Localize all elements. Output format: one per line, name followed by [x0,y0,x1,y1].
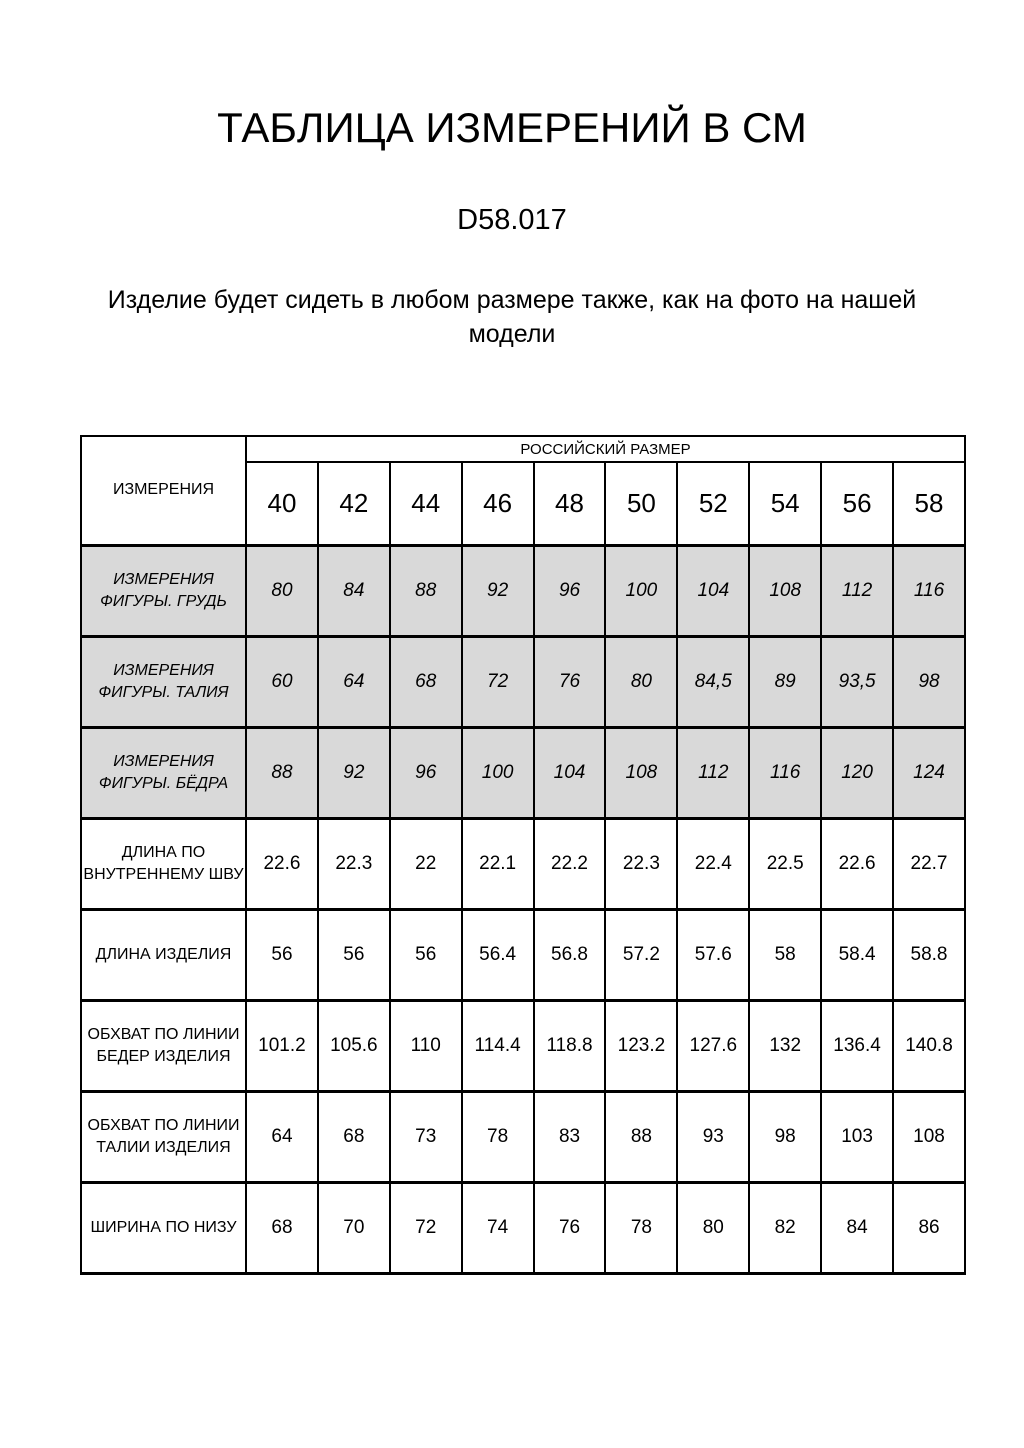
value-cell: 56 [246,909,318,1000]
size-header-cell: 40 [246,462,318,545]
value-cell: 78 [605,1182,677,1273]
size-header-cell: 48 [534,462,606,545]
row-label-cell: ДЛИНА ИЗДЕЛИЯ [81,909,246,1000]
value-cell: 84 [318,545,390,636]
size-header-cell: 58 [893,462,965,545]
value-cell: 56.4 [462,909,534,1000]
value-cell: 105.6 [318,1000,390,1091]
value-cell: 78 [462,1091,534,1182]
value-cell: 92 [318,727,390,818]
table-row [81,909,965,1000]
value-cell: 68 [390,636,462,727]
size-header-cell: 44 [390,462,462,545]
measurements-header-cell: ИЗМЕРЕНИЯ [81,436,246,545]
value-cell: 104 [534,727,606,818]
value-cell: 103 [821,1091,893,1182]
value-cell: 88 [390,545,462,636]
row-label-cell: ИЗМЕРЕНИЯ ФИГУРЫ. ГРУДЬ [81,545,246,636]
value-cell: 124 [893,727,965,818]
value-cell: 22.5 [749,818,821,909]
value-cell: 112 [677,727,749,818]
value-cell: 64 [318,636,390,727]
value-cell: 108 [605,727,677,818]
value-cell: 101.2 [246,1000,318,1091]
value-cell: 88 [246,727,318,818]
value-cell: 116 [893,545,965,636]
size-header-cell: 52 [677,462,749,545]
size-header-cell: 42 [318,462,390,545]
value-cell: 80 [605,636,677,727]
value-cell: 88 [605,1091,677,1182]
value-cell: 86 [893,1182,965,1273]
value-cell: 72 [390,1182,462,1273]
value-cell: 80 [246,545,318,636]
value-cell: 22.3 [318,818,390,909]
value-cell: 104 [677,545,749,636]
value-cell: 93 [677,1091,749,1182]
value-cell: 93,5 [821,636,893,727]
value-cell: 68 [318,1091,390,1182]
table-row [81,1091,965,1182]
fit-note: Изделие будет сидеть в любом размере также, как на фото на нашей модели [107,286,917,348]
value-cell: 127.6 [677,1000,749,1091]
value-cell: 70 [318,1182,390,1273]
value-cell: 96 [534,545,606,636]
value-cell: 100 [605,545,677,636]
value-cell: 57.6 [677,909,749,1000]
table-body [81,545,965,1273]
value-cell: 108 [749,545,821,636]
row-label-cell: ОБХВАТ ПО ЛИНИИ БЕДЕР ИЗДЕЛИЯ [81,1000,246,1091]
value-cell: 108 [893,1091,965,1182]
value-cell: 56 [390,909,462,1000]
value-cell: 22.4 [677,818,749,909]
size-header-cell: 50 [605,462,677,545]
value-cell: 83 [534,1091,606,1182]
table-row [81,818,965,909]
page-title: ТАБЛИЦА ИЗМЕРЕНИЙ В СМ [217,104,807,151]
value-cell: 64 [246,1091,318,1182]
value-cell: 92 [462,545,534,636]
value-cell: 118.8 [534,1000,606,1091]
value-cell: 56.8 [534,909,606,1000]
value-cell: 73 [390,1091,462,1182]
row-label-cell: ДЛИНА ПО ВНУТРЕННЕМУ ШВУ [81,818,246,909]
russian-size-header-cell: РОССИЙСКИЙ РАЗМЕР [246,436,965,462]
value-cell: 22.7 [893,818,965,909]
value-cell: 82 [749,1182,821,1273]
table-row [81,1182,965,1273]
value-cell: 22.1 [462,818,534,909]
group-header-row [81,436,965,462]
value-cell: 98 [749,1091,821,1182]
value-cell: 136.4 [821,1000,893,1091]
value-cell: 22 [390,818,462,909]
size-header-cell: 56 [821,462,893,545]
value-cell: 140.8 [893,1000,965,1091]
value-cell: 22.3 [605,818,677,909]
value-cell: 84 [821,1182,893,1273]
value-cell: 22.2 [534,818,606,909]
row-label-cell: ОБХВАТ ПО ЛИНИИ ТАЛИИ ИЗДЕЛИЯ [81,1091,246,1182]
value-cell: 22.6 [246,818,318,909]
value-cell: 116 [749,727,821,818]
value-cell: 76 [534,636,606,727]
value-cell: 96 [390,727,462,818]
value-cell: 84,5 [677,636,749,727]
table-header [81,436,965,545]
value-cell: 98 [893,636,965,727]
value-cell: 123.2 [605,1000,677,1091]
value-cell: 89 [749,636,821,727]
row-label-cell: ИЗМЕРЕНИЯ ФИГУРЫ. БЁДРА [81,727,246,818]
value-cell: 57.2 [605,909,677,1000]
measurements-table [80,435,966,1275]
value-cell: 80 [677,1182,749,1273]
value-cell: 58.4 [821,909,893,1000]
value-cell: 68 [246,1182,318,1273]
value-cell: 120 [821,727,893,818]
table-row [81,545,965,636]
value-cell: 60 [246,636,318,727]
value-cell: 58 [749,909,821,1000]
table-row [81,636,965,727]
table-row [81,1000,965,1091]
value-cell: 72 [462,636,534,727]
size-header-cell: 46 [462,462,534,545]
row-label-cell: ШИРИНА ПО НИЗУ [81,1182,246,1273]
table-row [81,727,965,818]
size-header-cell: 54 [749,462,821,545]
value-cell: 132 [749,1000,821,1091]
value-cell: 76 [534,1182,606,1273]
value-cell: 22.6 [821,818,893,909]
value-cell: 58.8 [893,909,965,1000]
value-cell: 100 [462,727,534,818]
product-code: D58.017 [457,204,567,236]
value-cell: 56 [318,909,390,1000]
value-cell: 114.4 [462,1000,534,1091]
value-cell: 110 [390,1000,462,1091]
value-cell: 74 [462,1182,534,1273]
value-cell: 112 [821,545,893,636]
row-label-cell: ИЗМЕРЕНИЯ ФИГУРЫ. ТАЛИЯ [81,636,246,727]
